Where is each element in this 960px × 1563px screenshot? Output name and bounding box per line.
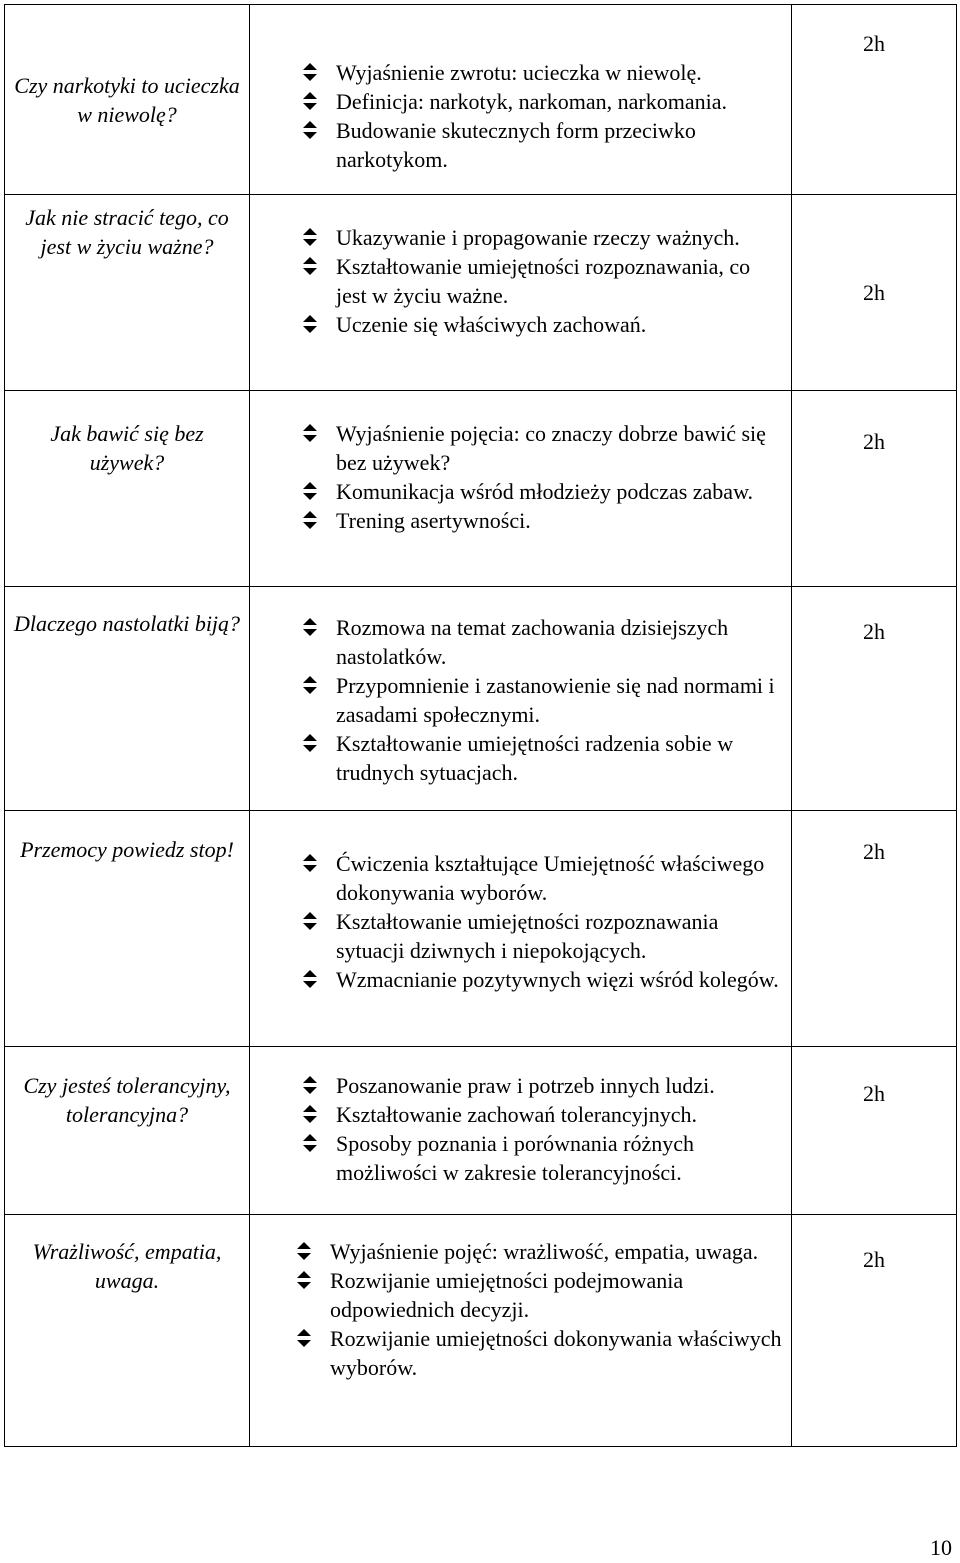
bullet-list: [298, 223, 783, 339]
double-arrow-icon: [302, 481, 318, 501]
double-arrow-icon: [296, 1241, 312, 1261]
double-arrow-icon: [302, 120, 318, 140]
item-text: Wyjaśnienie pojęcia: co znaczy dobrze bawić się bez używek?: [336, 421, 766, 475]
list-item: [298, 613, 783, 671]
topic-cell: Przemocy powiedz stop!: [5, 811, 250, 1047]
double-arrow-icon: [302, 969, 318, 989]
double-arrow-icon: [296, 1270, 312, 1290]
list-item: [298, 729, 783, 787]
item-text: Budowanie skutecznych form przeciwko narkotykom.: [336, 118, 696, 172]
item-text: Rozmowa na temat zachowania dzisiejszych nastolatków.: [336, 615, 729, 669]
double-arrow-icon: [302, 911, 318, 931]
double-arrow-icon: [302, 617, 318, 637]
list-item: [298, 671, 783, 729]
item-text: Kształtowanie umiejętności radzenia sobie w trudnych sytuacjach.: [336, 731, 734, 785]
item-text: Kształtowanie zachowań tolerancyjnych.: [336, 1102, 698, 1127]
list-item: [292, 1266, 783, 1324]
list-item: [298, 419, 783, 477]
list-item: [298, 477, 783, 506]
topic-cell: Czy narkotyki to ucieczka w niewolę?: [5, 5, 250, 195]
content-cell: [250, 811, 792, 1047]
item-text: Przypomnienie i zastanowienie się nad normami i zasadami społecznymi.: [336, 673, 775, 727]
table-row: [5, 587, 957, 811]
table-row: [5, 195, 957, 391]
list-item: [292, 1324, 783, 1382]
list-item: [298, 506, 783, 535]
list-item: [298, 1129, 783, 1187]
item-text: Rozwijanie umiejętności podejmowania odpowiednich decyzji.: [330, 1268, 684, 1322]
content-cell: [250, 1047, 792, 1215]
list-item: [298, 58, 783, 87]
double-arrow-icon: [302, 733, 318, 753]
double-arrow-icon: [302, 62, 318, 82]
hours-cell: 2h: [792, 1047, 957, 1215]
list-item: [298, 116, 783, 174]
list-item: [298, 965, 783, 994]
item-text: Poszanowanie praw i potrzeb innych ludzi.: [336, 1073, 715, 1098]
list-item: [298, 849, 783, 907]
bullet-list: [298, 58, 783, 174]
hours-cell: 2h: [792, 587, 957, 811]
topic-cell: Jak bawić się bez używek?: [5, 391, 250, 587]
bullet-list: [298, 849, 783, 994]
item-text: Ćwiczenia kształtujące Umiejętność właściwego dokonywania wyborów.: [336, 851, 765, 905]
double-arrow-icon: [302, 91, 318, 111]
list-item: [292, 1237, 783, 1266]
item-text: Wyjaśnienie pojęć: wrażliwość, empatia, uwaga.: [330, 1239, 759, 1264]
list-item: [298, 1100, 783, 1129]
table-row: [5, 811, 957, 1047]
topic-cell: Wrażliwość, empatia, uwaga.: [5, 1215, 250, 1447]
hours-cell: 2h: [792, 195, 957, 391]
topic-cell: Czy jesteś tolerancyjny, tolerancyjna?: [5, 1047, 250, 1215]
double-arrow-icon: [302, 1104, 318, 1124]
item-text: Ukazywanie i propagowanie rzeczy ważnych.: [336, 225, 740, 250]
item-text: Komunikacja wśród młodzieży podczas zabaw.: [336, 479, 754, 504]
page-number: 10: [930, 1535, 952, 1560]
item-text: Kształtowanie umiejętności rozpoznawania, co jest w życiu ważne.: [336, 254, 751, 308]
bullet-list: [298, 419, 783, 535]
hours-cell: 2h: [792, 1215, 957, 1447]
topic-cell: Jak nie stracić tego, co jest w życiu ważne?: [5, 195, 250, 391]
table-row: [5, 5, 957, 195]
double-arrow-icon: [302, 510, 318, 530]
double-arrow-icon: [302, 853, 318, 873]
list-item: [298, 907, 783, 965]
hours-cell: 2h: [792, 391, 957, 587]
list-item: [298, 223, 783, 252]
double-arrow-icon: [296, 1328, 312, 1348]
list-item: [298, 87, 783, 116]
item-text: Sposoby poznania i porównania różnych możliwości w zakresie tolerancyjności.: [336, 1131, 695, 1185]
table-row: [5, 391, 957, 587]
hours-cell: 2h: [792, 5, 957, 195]
double-arrow-icon: [302, 1075, 318, 1095]
item-text: Kształtowanie umiejętności rozpoznawania sytuacji dziwnych i niepokojących.: [336, 909, 719, 963]
list-item: [298, 310, 783, 339]
double-arrow-icon: [302, 423, 318, 443]
content-cell: [250, 391, 792, 587]
content-cell: [250, 5, 792, 195]
bullet-list: [298, 613, 783, 787]
table-row: [5, 1047, 957, 1215]
double-arrow-icon: [302, 256, 318, 276]
topic-cell: Dlaczego nastolatki biją?: [5, 587, 250, 811]
table-row: [5, 1215, 957, 1447]
double-arrow-icon: [302, 227, 318, 247]
list-item: [298, 1071, 783, 1100]
double-arrow-icon: [302, 675, 318, 695]
content-cell: [250, 1215, 792, 1447]
bullet-list: [298, 1071, 783, 1187]
item-text: Wzmacnianie pozytywnych więzi wśród kolegów.: [336, 967, 779, 992]
content-cell: [250, 587, 792, 811]
item-text: Trening asertywności.: [336, 508, 531, 533]
item-text: Uczenie się właściwych zachowań.: [336, 312, 647, 337]
item-text: Rozwijanie umiejętności dokonywania właściwych wyborów.: [330, 1326, 782, 1380]
list-item: [298, 252, 783, 310]
bullet-list: [292, 1237, 783, 1382]
double-arrow-icon: [302, 1133, 318, 1153]
item-text: Wyjaśnienie zwrotu: ucieczka w niewolę.: [336, 60, 702, 85]
content-cell: [250, 195, 792, 391]
lesson-plan-table: [4, 4, 957, 1447]
hours-cell: 2h: [792, 811, 957, 1047]
item-text: Definicja: narkotyk, narkoman, narkomania.: [336, 89, 727, 114]
double-arrow-icon: [302, 314, 318, 334]
